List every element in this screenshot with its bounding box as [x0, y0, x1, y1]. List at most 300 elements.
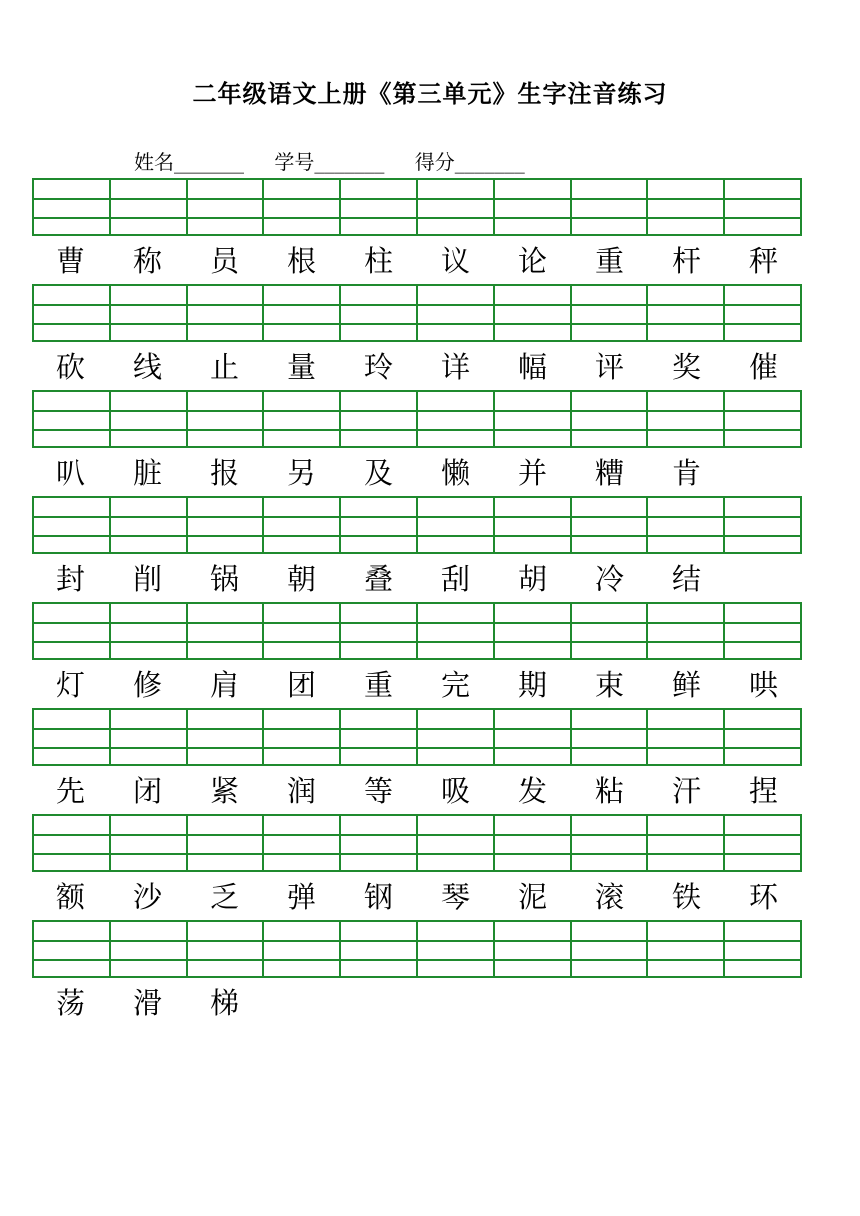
- hanzi-character: 根: [286, 244, 316, 278]
- pinyin-cell[interactable]: [188, 180, 265, 234]
- pinyin-cell[interactable]: [495, 604, 572, 658]
- pinyin-guide-line: [341, 747, 416, 749]
- character-row: [32, 983, 802, 1023]
- pinyin-cell[interactable]: [34, 922, 111, 976]
- hanzi-character: 朝: [286, 562, 316, 596]
- pinyin-cell[interactable]: [341, 710, 418, 764]
- hanzi-character: 乏: [209, 880, 239, 914]
- pinyin-guide-line: [648, 747, 723, 749]
- hanzi-character: 懒: [440, 456, 470, 490]
- hanzi-character: 修: [132, 668, 162, 702]
- character-row: [32, 241, 802, 281]
- pinyin-guide-line: [111, 217, 186, 219]
- pinyin-cell[interactable]: [111, 392, 188, 446]
- pinyin-guide-line: [111, 198, 186, 200]
- pinyin-cell[interactable]: [572, 180, 649, 234]
- pinyin-guide-line: [188, 198, 263, 200]
- pinyin-guide-line: [341, 940, 416, 942]
- pinyin-grid[interactable]: [32, 814, 802, 872]
- pinyin-guide-line: [648, 834, 723, 836]
- pinyin-guide-line: [111, 641, 186, 643]
- pinyin-guide-line: [495, 323, 570, 325]
- hanzi-character: 秤: [748, 244, 778, 278]
- pinyin-cell[interactable]: [34, 604, 111, 658]
- hanzi-character: 沙: [132, 880, 162, 914]
- pinyin-guide-line: [111, 410, 186, 412]
- hanzi-character: 肯: [671, 456, 701, 490]
- pinyin-cell[interactable]: [725, 604, 800, 658]
- pinyin-guide-line: [111, 747, 186, 749]
- pinyin-guide-line: [34, 429, 109, 431]
- pinyin-guide-line: [725, 304, 800, 306]
- pinyin-cell[interactable]: [725, 392, 800, 446]
- hanzi-character: 称: [132, 244, 162, 278]
- pinyin-guide-line: [495, 304, 570, 306]
- pinyin-guide-line: [341, 217, 416, 219]
- pinyin-cell[interactable]: [188, 604, 265, 658]
- pinyin-guide-line: [264, 622, 339, 624]
- pinyin-guide-line: [648, 198, 723, 200]
- hanzi-character: 削: [132, 562, 162, 596]
- pinyin-guide-line: [725, 853, 800, 855]
- hanzi-character: 先: [55, 774, 85, 808]
- pinyin-guide-line: [572, 728, 647, 730]
- pinyin-cell[interactable]: [188, 922, 265, 976]
- pinyin-guide-line: [111, 622, 186, 624]
- pinyin-guide-line: [495, 410, 570, 412]
- pinyin-cell[interactable]: [418, 392, 495, 446]
- pinyin-cell[interactable]: [341, 816, 418, 870]
- pinyin-guide-line: [648, 622, 723, 624]
- character-row: [32, 877, 802, 917]
- pinyin-guide-line: [495, 834, 570, 836]
- pinyin-guide-line: [572, 622, 647, 624]
- pinyin-guide-line: [341, 429, 416, 431]
- hanzi-character: 发: [517, 774, 547, 808]
- pinyin-cell[interactable]: [34, 180, 111, 234]
- pinyin-cell[interactable]: [111, 498, 188, 552]
- hanzi-character: 重: [594, 244, 624, 278]
- hanzi-character: 论: [517, 244, 547, 278]
- hanzi-character: 柱: [363, 244, 393, 278]
- pinyin-guide-line: [111, 728, 186, 730]
- pinyin-cell[interactable]: [264, 498, 341, 552]
- pinyin-grid[interactable]: [32, 708, 802, 766]
- pinyin-guide-line: [188, 304, 263, 306]
- pinyin-guide-line: [341, 853, 416, 855]
- pinyin-guide-line: [648, 217, 723, 219]
- hanzi-character: 环: [748, 880, 778, 914]
- pinyin-cell[interactable]: [648, 710, 725, 764]
- hanzi-character: 员: [209, 244, 239, 278]
- pinyin-guide-line: [725, 641, 800, 643]
- pinyin-guide-line: [264, 410, 339, 412]
- pinyin-guide-line: [572, 940, 647, 942]
- pinyin-guide-line: [341, 535, 416, 537]
- hanzi-character: 量: [286, 350, 316, 384]
- pinyin-cell[interactable]: [188, 710, 265, 764]
- pinyin-guide-line: [725, 429, 800, 431]
- student-info-row: [134, 146, 549, 175]
- hanzi-character: 叠: [363, 562, 393, 596]
- hanzi-character: 议: [440, 244, 470, 278]
- pinyin-cell[interactable]: [111, 604, 188, 658]
- pinyin-cell[interactable]: [648, 392, 725, 446]
- pinyin-guide-line: [341, 323, 416, 325]
- pinyin-cell[interactable]: [648, 286, 725, 340]
- hanzi-character: 闭: [132, 774, 162, 808]
- pinyin-cell[interactable]: [418, 604, 495, 658]
- pinyin-guide-line: [34, 516, 109, 518]
- worksheet-title: 二年级语文上册《第三单元》生字注音练习: [192, 80, 668, 108]
- pinyin-cell[interactable]: [418, 816, 495, 870]
- pinyin-guide-line: [418, 959, 493, 961]
- pinyin-guide-line: [725, 959, 800, 961]
- hanzi-character: 铁: [671, 880, 701, 914]
- pinyin-guide-line: [572, 304, 647, 306]
- score-field[interactable]: 得分_______: [414, 150, 525, 174]
- pinyin-cell[interactable]: [111, 816, 188, 870]
- hanzi-character: 刮: [440, 562, 470, 596]
- pinyin-guide-line: [341, 304, 416, 306]
- character-row: [32, 453, 802, 493]
- pinyin-guide-line: [572, 217, 647, 219]
- hanzi-character: 杆: [671, 244, 701, 278]
- pinyin-guide-line: [188, 834, 263, 836]
- pinyin-cell[interactable]: [34, 710, 111, 764]
- pinyin-guide-line: [418, 198, 493, 200]
- pinyin-guide-line: [648, 641, 723, 643]
- hanzi-character: 催: [748, 350, 778, 384]
- pinyin-cell[interactable]: [188, 286, 265, 340]
- hanzi-character: 荡: [55, 986, 85, 1020]
- pinyin-guide-line: [572, 429, 647, 431]
- pinyin-cell[interactable]: [341, 392, 418, 446]
- pinyin-cell[interactable]: [264, 604, 341, 658]
- hanzi-character: 报: [209, 456, 239, 490]
- pinyin-cell[interactable]: [341, 286, 418, 340]
- pinyin-grid[interactable]: [32, 178, 802, 236]
- pinyin-guide-line: [111, 535, 186, 537]
- pinyin-guide-line: [495, 535, 570, 537]
- pinyin-guide-line: [572, 747, 647, 749]
- pinyin-guide-line: [34, 853, 109, 855]
- hanzi-character: 详: [440, 350, 470, 384]
- pinyin-cell[interactable]: [495, 816, 572, 870]
- pinyin-guide-line: [495, 622, 570, 624]
- pinyin-guide-line: [111, 429, 186, 431]
- pinyin-guide-line: [188, 641, 263, 643]
- hanzi-character: 冷: [594, 562, 624, 596]
- pinyin-guide-line: [188, 217, 263, 219]
- pinyin-cell[interactable]: [418, 286, 495, 340]
- pinyin-cell[interactable]: [495, 180, 572, 234]
- pinyin-cell[interactable]: [495, 710, 572, 764]
- pinyin-guide-line: [188, 747, 263, 749]
- pinyin-guide-line: [572, 516, 647, 518]
- hanzi-character: 及: [363, 456, 393, 490]
- pinyin-guide-line: [341, 410, 416, 412]
- pinyin-cell[interactable]: [341, 180, 418, 234]
- hanzi-character: 砍: [55, 350, 85, 384]
- pinyin-guide-line: [418, 834, 493, 836]
- pinyin-guide-line: [648, 728, 723, 730]
- pinyin-guide-line: [725, 323, 800, 325]
- pinyin-guide-line: [418, 641, 493, 643]
- pinyin-cell[interactable]: [341, 604, 418, 658]
- pinyin-guide-line: [264, 198, 339, 200]
- character-row: [32, 771, 802, 811]
- pinyin-cell[interactable]: [34, 286, 111, 340]
- pinyin-guide-line: [188, 853, 263, 855]
- pinyin-guide-line: [264, 728, 339, 730]
- pinyin-cell[interactable]: [418, 710, 495, 764]
- pinyin-guide-line: [341, 198, 416, 200]
- pinyin-cell[interactable]: [341, 922, 418, 976]
- pinyin-cell[interactable]: [495, 286, 572, 340]
- hanzi-character: 脏: [132, 456, 162, 490]
- hanzi-character: 止: [209, 350, 239, 384]
- pinyin-guide-line: [264, 747, 339, 749]
- pinyin-guide-line: [264, 429, 339, 431]
- hanzi-character: 吸: [440, 774, 470, 808]
- pinyin-guide-line: [418, 217, 493, 219]
- pinyin-guide-line: [341, 641, 416, 643]
- pinyin-grid[interactable]: [32, 602, 802, 660]
- hanzi-character: 捏: [748, 774, 778, 808]
- hanzi-character: 汗: [671, 774, 701, 808]
- pinyin-guide-line: [572, 410, 647, 412]
- pinyin-guide-line: [572, 535, 647, 537]
- hanzi-character: 润: [286, 774, 316, 808]
- hanzi-character: 叭: [55, 456, 85, 490]
- hanzi-character: 梯: [209, 986, 239, 1020]
- pinyin-cell[interactable]: [418, 180, 495, 234]
- pinyin-guide-line: [725, 217, 800, 219]
- pinyin-guide-line: [111, 516, 186, 518]
- pinyin-cell[interactable]: [495, 922, 572, 976]
- pinyin-cell[interactable]: [188, 498, 265, 552]
- hanzi-character: 结: [671, 562, 701, 596]
- pinyin-guide-line: [648, 959, 723, 961]
- pinyin-guide-line: [418, 323, 493, 325]
- hanzi-character: 完: [440, 668, 470, 702]
- hanzi-character: 团: [286, 668, 316, 702]
- pinyin-cell[interactable]: [34, 392, 111, 446]
- pinyin-cell[interactable]: [725, 710, 800, 764]
- student-id-field[interactable]: 学号_______: [274, 150, 385, 174]
- pinyin-guide-line: [648, 535, 723, 537]
- pinyin-cell[interactable]: [264, 922, 341, 976]
- pinyin-guide-line: [418, 304, 493, 306]
- pinyin-guide-line: [418, 940, 493, 942]
- pinyin-guide-line: [188, 429, 263, 431]
- pinyin-guide-line: [495, 641, 570, 643]
- pinyin-guide-line: [34, 641, 109, 643]
- hanzi-character: 钢: [363, 880, 393, 914]
- pinyin-guide-line: [188, 940, 263, 942]
- pinyin-guide-line: [34, 323, 109, 325]
- pinyin-guide-line: [648, 410, 723, 412]
- hanzi-character: 紧: [209, 774, 239, 808]
- pinyin-guide-line: [495, 217, 570, 219]
- pinyin-guide-line: [264, 959, 339, 961]
- hanzi-character: 玲: [363, 350, 393, 384]
- pinyin-cell[interactable]: [725, 286, 800, 340]
- pinyin-guide-line: [34, 622, 109, 624]
- pinyin-cell[interactable]: [495, 392, 572, 446]
- hanzi-character: 重: [363, 668, 393, 702]
- hanzi-character: 滑: [132, 986, 162, 1020]
- pinyin-guide-line: [34, 959, 109, 961]
- pinyin-guide-line: [648, 429, 723, 431]
- pinyin-guide-line: [572, 198, 647, 200]
- pinyin-guide-line: [572, 641, 647, 643]
- pinyin-guide-line: [264, 853, 339, 855]
- pinyin-guide-line: [495, 198, 570, 200]
- pinyin-guide-line: [341, 728, 416, 730]
- pinyin-guide-line: [725, 410, 800, 412]
- pinyin-guide-line: [34, 728, 109, 730]
- pinyin-guide-line: [111, 323, 186, 325]
- pinyin-guide-line: [418, 853, 493, 855]
- pinyin-cell[interactable]: [111, 710, 188, 764]
- pinyin-cell[interactable]: [264, 392, 341, 446]
- pinyin-cell[interactable]: [572, 922, 649, 976]
- pinyin-guide-line: [495, 728, 570, 730]
- pinyin-cell[interactable]: [648, 498, 725, 552]
- name-field[interactable]: 姓名_______: [134, 150, 244, 174]
- pinyin-cell[interactable]: [264, 710, 341, 764]
- pinyin-cell[interactable]: [572, 286, 649, 340]
- pinyin-cell[interactable]: [188, 392, 265, 446]
- pinyin-guide-line: [418, 622, 493, 624]
- pinyin-cell[interactable]: [572, 604, 649, 658]
- pinyin-guide-line: [341, 622, 416, 624]
- pinyin-guide-line: [418, 728, 493, 730]
- pinyin-grid[interactable]: [32, 284, 802, 342]
- pinyin-guide-line: [264, 834, 339, 836]
- pinyin-cell[interactable]: [111, 286, 188, 340]
- hanzi-character: 滚: [594, 880, 624, 914]
- pinyin-guide-line: [188, 959, 263, 961]
- pinyin-grid[interactable]: [32, 496, 802, 554]
- pinyin-cell[interactable]: [572, 816, 649, 870]
- hanzi-character: 幅: [517, 350, 547, 384]
- pinyin-guide-line: [572, 959, 647, 961]
- pinyin-guide-line: [264, 641, 339, 643]
- pinyin-guide-line: [34, 217, 109, 219]
- hanzi-character: 并: [517, 456, 547, 490]
- pinyin-guide-line: [572, 853, 647, 855]
- hanzi-character: 琴: [440, 880, 470, 914]
- pinyin-guide-line: [188, 410, 263, 412]
- pinyin-cell[interactable]: [725, 180, 800, 234]
- pinyin-guide-line: [111, 834, 186, 836]
- pinyin-guide-line: [341, 834, 416, 836]
- pinyin-grid[interactable]: [32, 390, 802, 448]
- pinyin-cell[interactable]: [34, 498, 111, 552]
- pinyin-guide-line: [34, 410, 109, 412]
- pinyin-guide-line: [725, 516, 800, 518]
- pinyin-guide-line: [111, 304, 186, 306]
- pinyin-cell[interactable]: [725, 498, 800, 552]
- pinyin-cell[interactable]: [725, 816, 800, 870]
- pinyin-cell[interactable]: [264, 180, 341, 234]
- pinyin-guide-line: [725, 535, 800, 537]
- pinyin-cell[interactable]: [341, 498, 418, 552]
- pinyin-cell[interactable]: [34, 816, 111, 870]
- pinyin-guide-line: [725, 728, 800, 730]
- hanzi-character: 鲜: [671, 668, 701, 702]
- pinyin-guide-line: [188, 516, 263, 518]
- pinyin-guide-line: [34, 747, 109, 749]
- pinyin-guide-line: [34, 304, 109, 306]
- pinyin-cell[interactable]: [648, 922, 725, 976]
- pinyin-guide-line: [648, 304, 723, 306]
- pinyin-cell[interactable]: [572, 710, 649, 764]
- pinyin-guide-line: [188, 622, 263, 624]
- pinyin-guide-line: [341, 516, 416, 518]
- pinyin-guide-line: [495, 747, 570, 749]
- pinyin-guide-line: [648, 323, 723, 325]
- pinyin-guide-line: [725, 622, 800, 624]
- hanzi-character: 肩: [209, 668, 239, 702]
- hanzi-character: 哄: [748, 668, 778, 702]
- pinyin-cell[interactable]: [648, 604, 725, 658]
- pinyin-guide-line: [264, 217, 339, 219]
- pinyin-grid[interactable]: [32, 920, 802, 978]
- hanzi-character: 胡: [517, 562, 547, 596]
- pinyin-guide-line: [572, 834, 647, 836]
- pinyin-cell[interactable]: [725, 922, 800, 976]
- pinyin-guide-line: [418, 535, 493, 537]
- pinyin-cell[interactable]: [418, 498, 495, 552]
- pinyin-cell[interactable]: [188, 816, 265, 870]
- pinyin-guide-line: [264, 516, 339, 518]
- pinyin-guide-line: [725, 747, 800, 749]
- pinyin-cell[interactable]: [648, 816, 725, 870]
- pinyin-guide-line: [34, 535, 109, 537]
- hanzi-character: 额: [55, 880, 85, 914]
- pinyin-cell[interactable]: [111, 922, 188, 976]
- pinyin-cell[interactable]: [648, 180, 725, 234]
- pinyin-guide-line: [111, 853, 186, 855]
- hanzi-character: 弹: [286, 880, 316, 914]
- hanzi-character: 评: [594, 350, 624, 384]
- hanzi-character: 束: [594, 668, 624, 702]
- pinyin-cell[interactable]: [495, 498, 572, 552]
- hanzi-character: 奖: [671, 350, 701, 384]
- pinyin-cell[interactable]: [264, 286, 341, 340]
- pinyin-guide-line: [188, 535, 263, 537]
- hanzi-character: 期: [517, 668, 547, 702]
- pinyin-guide-line: [495, 429, 570, 431]
- character-row: [32, 665, 802, 705]
- pinyin-guide-line: [648, 853, 723, 855]
- pinyin-cell[interactable]: [264, 816, 341, 870]
- hanzi-character: 泥: [517, 880, 547, 914]
- pinyin-cell[interactable]: [111, 180, 188, 234]
- pinyin-cell[interactable]: [572, 498, 649, 552]
- hanzi-character: 线: [132, 350, 162, 384]
- pinyin-guide-line: [648, 516, 723, 518]
- pinyin-guide-line: [495, 853, 570, 855]
- pinyin-cell[interactable]: [418, 922, 495, 976]
- pinyin-guide-line: [495, 959, 570, 961]
- hanzi-character: 糟: [594, 456, 624, 490]
- pinyin-cell[interactable]: [572, 392, 649, 446]
